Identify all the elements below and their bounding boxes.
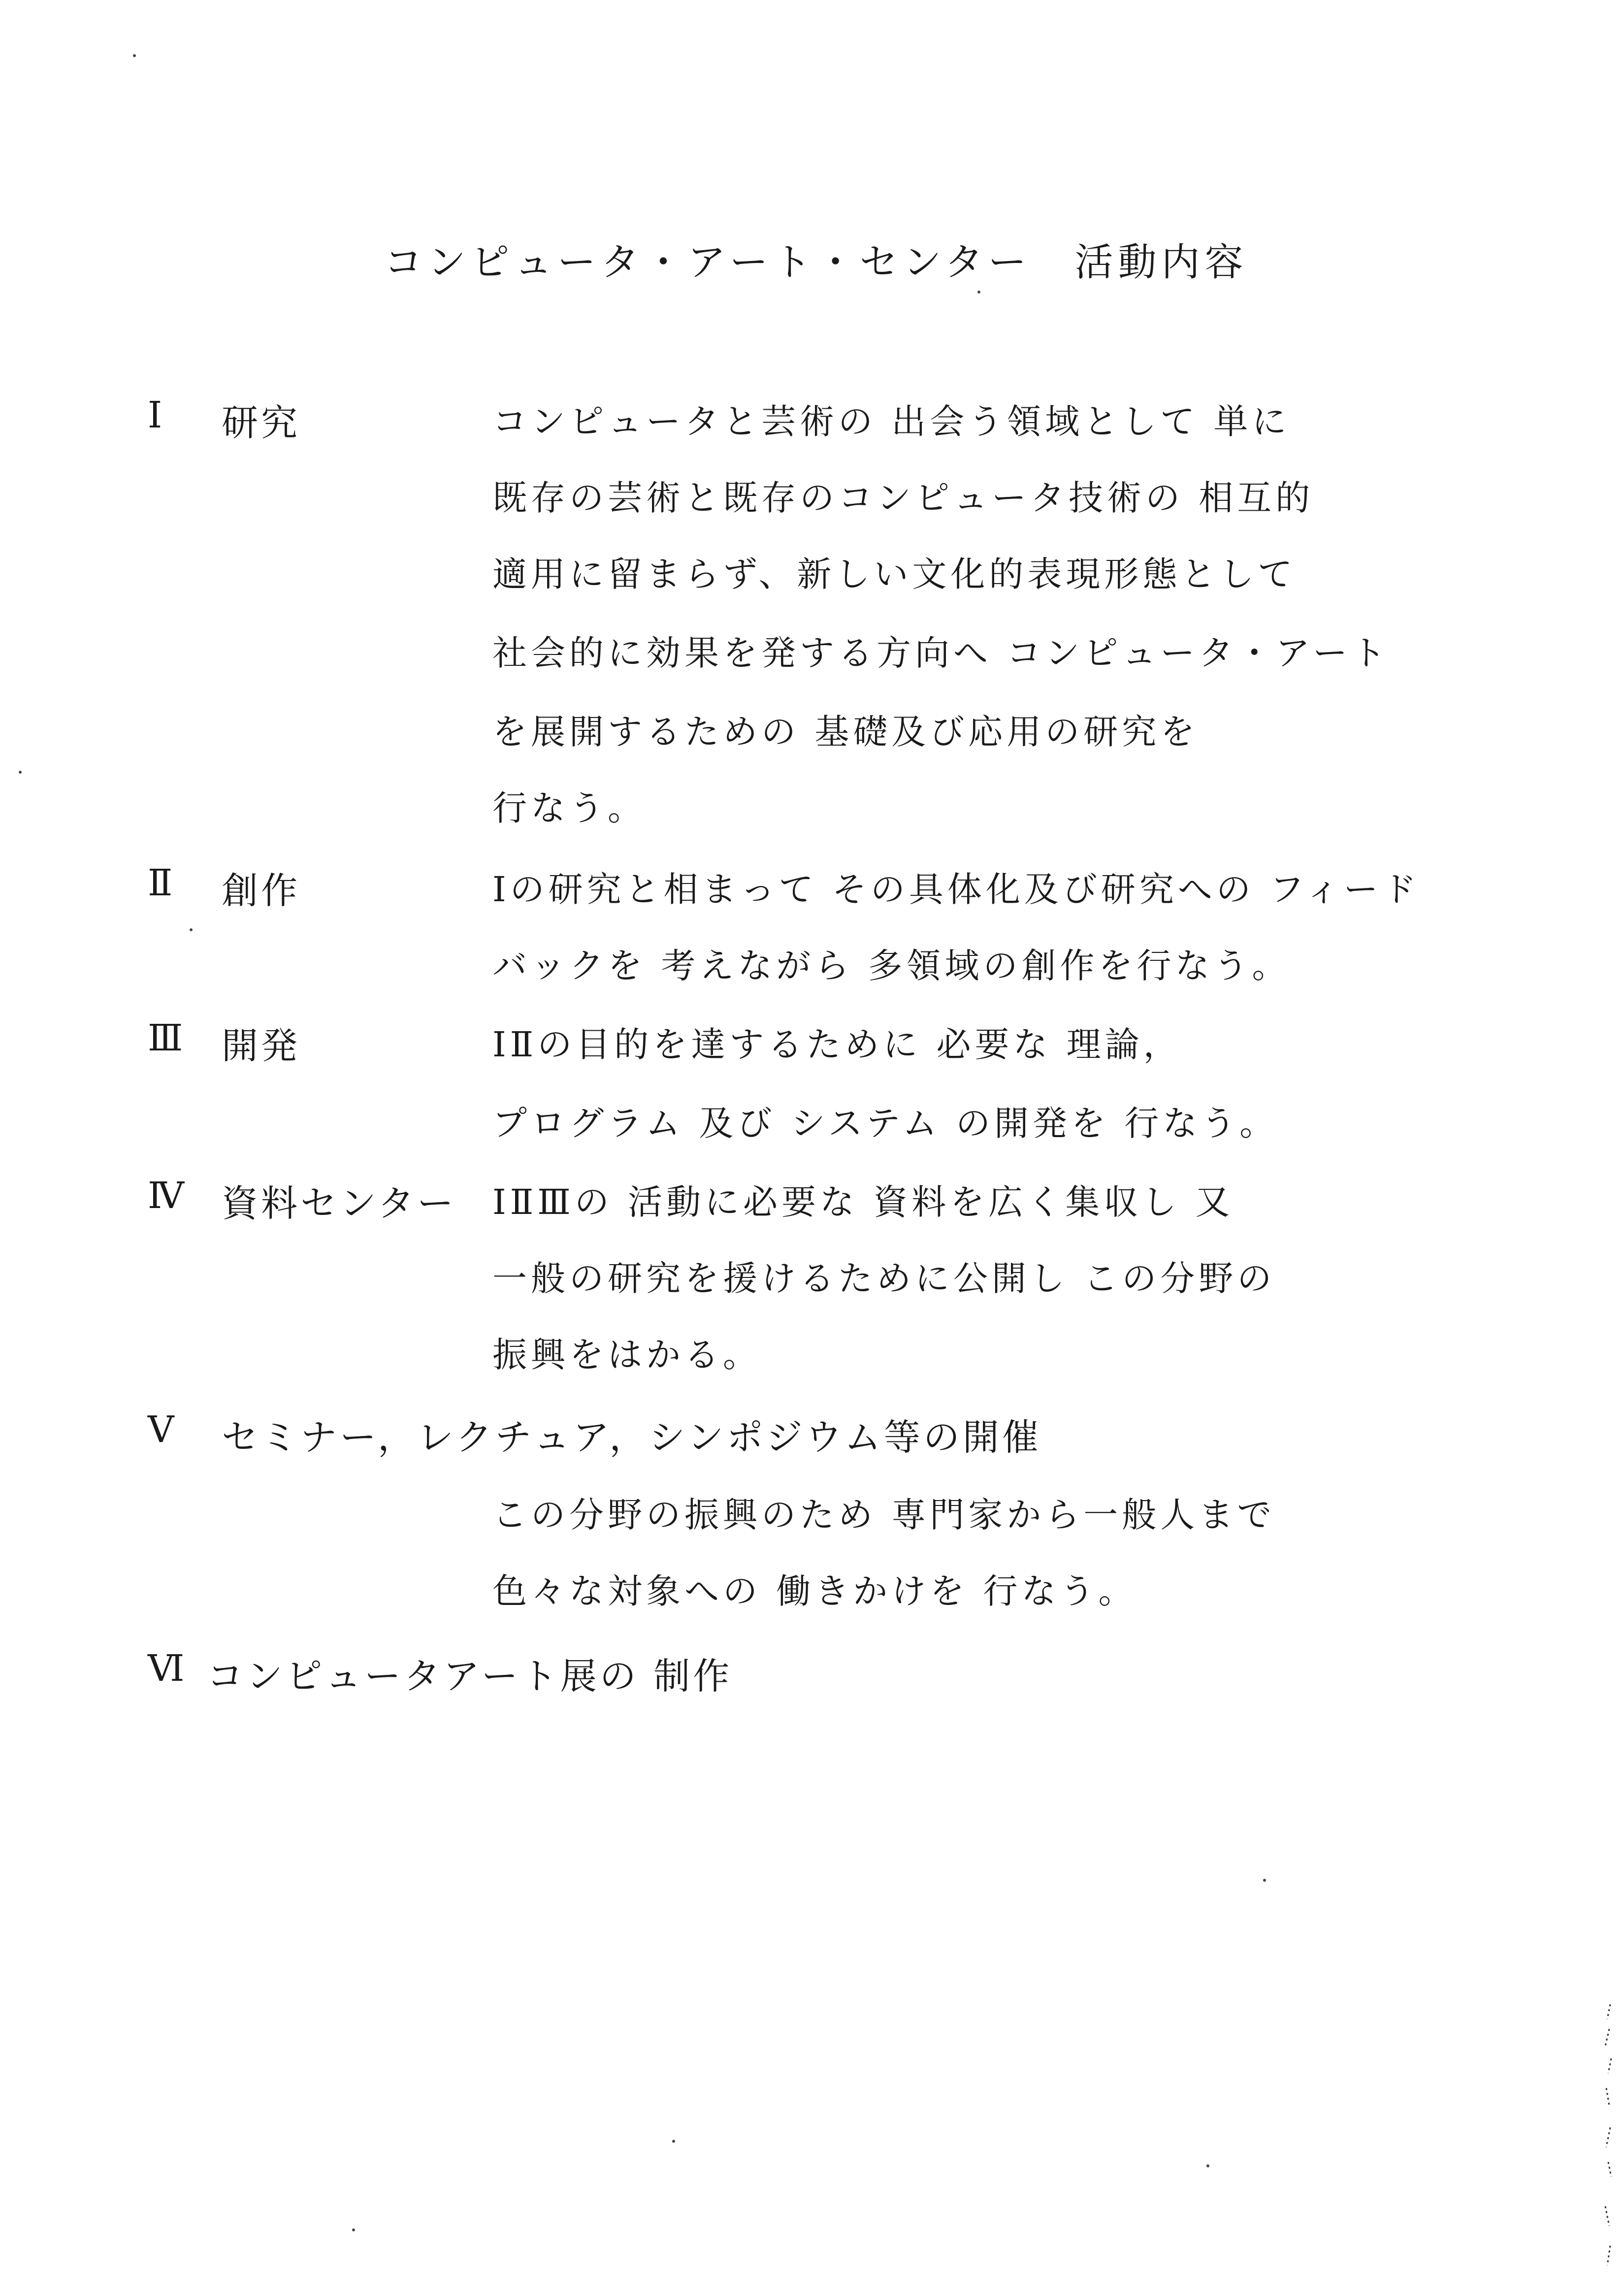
section-1-line: 既存の芸術と既存のコンピュータ技術の 相互的	[492, 478, 1314, 518]
section-1-line: を展開するための 基礎及び応用の研究を	[492, 712, 1199, 752]
section-4-numeral: Ⅳ	[148, 1175, 185, 1217]
section-4-line: 一般の研究を援けるために公開し この分野の	[492, 1258, 1276, 1299]
section-4-line: ⅠⅡⅢの 活動に必要な 資料を広く集収し 又	[492, 1182, 1234, 1222]
section-5-heading: セミナー，レクチュア，シンポジウム等の開催	[222, 1416, 1041, 1459]
section-6-numeral: Ⅵ	[148, 1647, 186, 1690]
section-4-heading: 資料センター	[222, 1182, 457, 1225]
section-5-line: 色々な対象への 働きかけを 行なう。	[492, 1571, 1137, 1611]
section-3-heading: 開発	[222, 1025, 300, 1067]
section-2-numeral: Ⅱ	[148, 862, 174, 904]
section-6-heading: コンピュータアート展の 制作	[207, 1655, 733, 1698]
section-1-line: コンピュータと芸術の 出会う領域として 単に	[492, 401, 1291, 442]
document-title: コンピュータ・アート・センター 活動内容	[384, 240, 1248, 285]
section-3-line: ⅠⅡの目的を達するために 必要な 理論，	[492, 1024, 1182, 1065]
scan-speck	[1206, 2164, 1209, 2167]
scan-speck	[977, 291, 980, 294]
section-4-line: 振興をはかる。	[492, 1335, 761, 1375]
section-3-line: プログラム 及び システム の開発を 行なう。	[492, 1103, 1278, 1144]
section-1-line: 社会的に効果を発する方向へ コンピュータ・アート	[492, 633, 1390, 673]
scan-speck	[672, 2140, 675, 2143]
section-1-line: 適用に留まらず、新しい文化的表現形態として	[492, 554, 1297, 594]
scan-speck	[133, 54, 136, 57]
section-1-heading: 研究	[222, 402, 300, 444]
section-2-line: バックを 考えながら 多領域の創作を行なう。	[492, 946, 1291, 986]
section-2-line: Ⅰの研究と相まって その具体化及び研究への フィード	[492, 869, 1421, 910]
scan-speck	[19, 771, 22, 774]
scan-speck	[190, 928, 193, 931]
scan-speck	[352, 2228, 355, 2231]
section-3-numeral: Ⅲ	[148, 1017, 184, 1059]
section-1-line: 行なう。	[492, 788, 646, 828]
section-1-numeral: Ⅰ	[148, 394, 163, 436]
section-5-line: この分野の振興のため 専門家から一般人まで	[492, 1495, 1276, 1535]
section-5-numeral: Ⅴ	[148, 1408, 175, 1451]
scan-edge-marks	[1600, 1999, 1615, 2285]
scan-speck	[1263, 1879, 1266, 1882]
section-2-heading: 創作	[222, 870, 300, 912]
